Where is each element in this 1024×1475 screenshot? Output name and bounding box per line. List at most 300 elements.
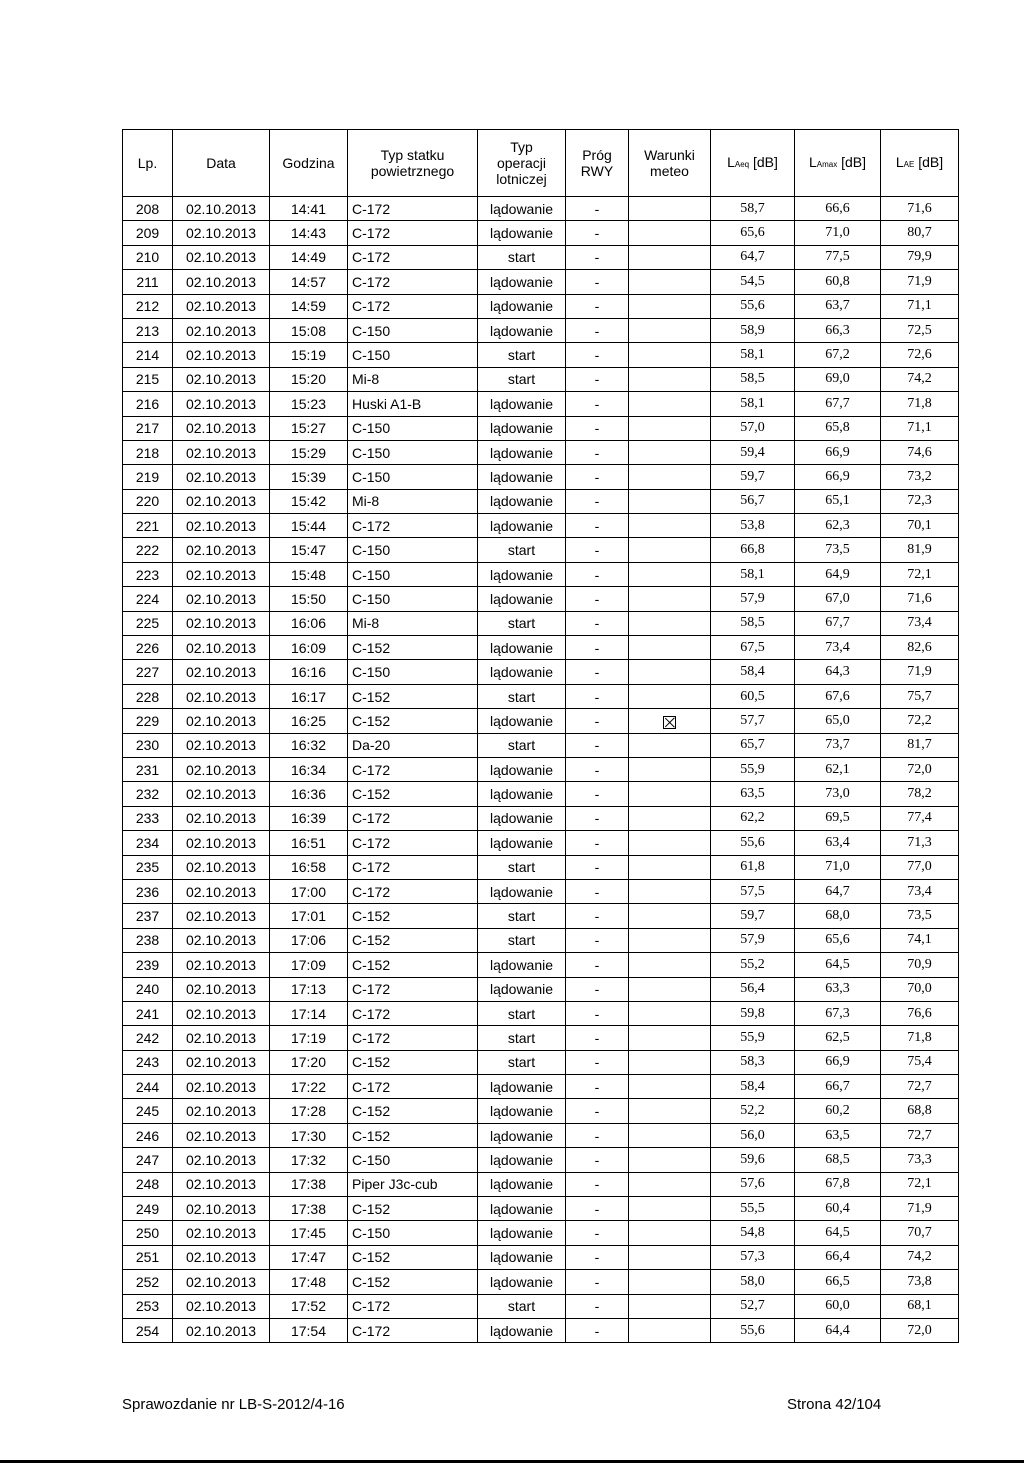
cell-date: 02.10.2013 [173,1001,270,1025]
cell-meteo [629,831,711,855]
cell-date: 02.10.2013 [173,904,270,928]
table-row [123,684,959,708]
cell-lamax: 64,7 [795,879,881,903]
cell-time: 15:44 [270,514,348,538]
cell-lp: 210 [123,245,173,269]
cell-aircraft: C-150 [348,538,478,562]
cell-time: 16:16 [270,660,348,684]
cell-lae: 71,3 [881,831,959,855]
header-godzina: Godzina [270,130,348,197]
cell-lamax: 64,5 [795,953,881,977]
cell-lae: 70,1 [881,514,959,538]
cell-aircraft: C-152 [348,1050,478,1074]
cell-date: 02.10.2013 [173,1123,270,1147]
cell-lp: 209 [123,221,173,245]
cell-meteo [629,757,711,781]
cell-lae: 72,0 [881,757,959,781]
cell-aircraft: C-172 [348,1075,478,1099]
cell-time: 15:27 [270,416,348,440]
table-row [123,1075,959,1099]
cell-date: 02.10.2013 [173,1294,270,1318]
cell-aircraft: C-152 [348,928,478,952]
cell-lae: 74,2 [881,1245,959,1269]
measurement-table [122,129,959,1343]
cell-lae: 68,1 [881,1294,959,1318]
cell-meteo [629,733,711,757]
cell-lp: 222 [123,538,173,562]
cell-threshold: - [566,270,629,294]
cell-meteo [629,928,711,952]
cell-threshold: - [566,611,629,635]
cell-operation: lądowanie [478,953,566,977]
cell-threshold: - [566,831,629,855]
cell-laeq: 55,2 [711,953,795,977]
cell-meteo [629,1172,711,1196]
cell-date: 02.10.2013 [173,1245,270,1269]
cell-operation: lądowanie [478,757,566,781]
cell-date: 02.10.2013 [173,1099,270,1123]
cell-time: 15:47 [270,538,348,562]
cell-laeq: 58,1 [711,343,795,367]
table-row [123,1270,959,1294]
cell-lp: 218 [123,440,173,464]
cell-threshold: - [566,587,629,611]
cell-date: 02.10.2013 [173,440,270,464]
cell-threshold: - [566,977,629,1001]
cell-lp: 245 [123,1099,173,1123]
cell-meteo [629,904,711,928]
cell-lamax: 65,6 [795,928,881,952]
table-row [123,806,959,830]
cell-operation: lądowanie [478,318,566,342]
cell-lamax: 73,5 [795,538,881,562]
cell-date: 02.10.2013 [173,367,270,391]
cell-date: 02.10.2013 [173,562,270,586]
cell-lp: 236 [123,879,173,903]
cell-operation: start [478,684,566,708]
cell-meteo [629,953,711,977]
cell-lp: 232 [123,782,173,806]
table-row [123,1221,959,1245]
cell-threshold: - [566,636,629,660]
cell-lae: 77,0 [881,855,959,879]
cell-laeq: 56,4 [711,977,795,1001]
cell-lae: 82,6 [881,636,959,660]
cell-time: 17:38 [270,1172,348,1196]
table-row [123,636,959,660]
cell-time: 16:58 [270,855,348,879]
checked-box-icon [663,716,676,729]
cell-date: 02.10.2013 [173,611,270,635]
cell-date: 02.10.2013 [173,831,270,855]
cell-lp: 221 [123,514,173,538]
cell-aircraft: Huski A1-B [348,392,478,416]
cell-lae: 80,7 [881,221,959,245]
cell-lae: 72,7 [881,1075,959,1099]
cell-aircraft: C-172 [348,1026,478,1050]
header-warunki-meteo: Warunki meteo [629,130,711,197]
table-row [123,904,959,928]
cell-threshold: - [566,1294,629,1318]
cell-meteo [629,343,711,367]
table-row [123,318,959,342]
cell-threshold: - [566,514,629,538]
cell-operation: lądowanie [478,587,566,611]
cell-lae: 74,1 [881,928,959,952]
cell-aircraft: C-150 [348,318,478,342]
cell-threshold: - [566,392,629,416]
cell-meteo [629,1245,711,1269]
cell-operation: lądowanie [478,1075,566,1099]
cell-date: 02.10.2013 [173,636,270,660]
cell-threshold: - [566,684,629,708]
cell-lp: 248 [123,1172,173,1196]
cell-lamax: 66,6 [795,197,881,221]
cell-laeq: 65,7 [711,733,795,757]
cell-lp: 224 [123,587,173,611]
cell-lp: 251 [123,1245,173,1269]
cell-lp: 254 [123,1318,173,1342]
cell-lp: 249 [123,1197,173,1221]
cell-lp: 246 [123,1123,173,1147]
cell-lamax: 73,0 [795,782,881,806]
cell-lp: 247 [123,1148,173,1172]
cell-threshold: - [566,245,629,269]
cell-operation: lądowanie [478,294,566,318]
cell-aircraft: C-150 [348,1148,478,1172]
cell-aircraft: C-152 [348,782,478,806]
cell-meteo [629,587,711,611]
cell-lamax: 65,8 [795,416,881,440]
cell-threshold: - [566,1221,629,1245]
table-row [123,270,959,294]
cell-operation: lądowanie [478,392,566,416]
cell-date: 02.10.2013 [173,928,270,952]
cell-time: 15:19 [270,343,348,367]
cell-time: 17:13 [270,977,348,1001]
cell-meteo [629,294,711,318]
cell-time: 15:23 [270,392,348,416]
cell-time: 15:29 [270,440,348,464]
table-row [123,245,959,269]
cell-date: 02.10.2013 [173,733,270,757]
header-typ-statku: Typ statku powietrznego [348,130,478,197]
cell-threshold: - [566,904,629,928]
cell-time: 17:54 [270,1318,348,1342]
cell-lae: 81,9 [881,538,959,562]
cell-laeq: 55,5 [711,1197,795,1221]
cell-meteo [629,245,711,269]
cell-date: 02.10.2013 [173,1318,270,1342]
cell-laeq: 54,8 [711,1221,795,1245]
cell-aircraft: Piper J3c-cub [348,1172,478,1196]
table-row [123,660,959,684]
table-row [123,1099,959,1123]
cell-laeq: 57,3 [711,1245,795,1269]
cell-meteo [629,1001,711,1025]
cell-time: 17:19 [270,1026,348,1050]
cell-laeq: 59,6 [711,1148,795,1172]
table-row [123,514,959,538]
cell-time: 15:20 [270,367,348,391]
cell-aircraft: C-150 [348,416,478,440]
cell-laeq: 55,6 [711,1318,795,1342]
cell-meteo [629,562,711,586]
cell-threshold: - [566,343,629,367]
cell-lp: 213 [123,318,173,342]
cell-lae: 72,5 [881,318,959,342]
cell-aircraft: C-152 [348,1099,478,1123]
cell-lamax: 65,1 [795,489,881,513]
cell-threshold: - [566,733,629,757]
cell-meteo [629,684,711,708]
cell-threshold: - [566,1245,629,1269]
cell-operation: lądowanie [478,1197,566,1221]
cell-time: 17:22 [270,1075,348,1099]
cell-lp: 233 [123,806,173,830]
cell-date: 02.10.2013 [173,1075,270,1099]
cell-lae: 71,9 [881,270,959,294]
cell-time: 16:34 [270,757,348,781]
cell-threshold: - [566,221,629,245]
cell-date: 02.10.2013 [173,660,270,684]
cell-meteo [629,1099,711,1123]
cell-lamax: 71,0 [795,221,881,245]
cell-lamax: 60,2 [795,1099,881,1123]
cell-operation: lądowanie [478,416,566,440]
cell-aircraft: C-172 [348,245,478,269]
table-row [123,855,959,879]
cell-aircraft: C-150 [348,465,478,489]
cell-meteo [629,782,711,806]
table-row [123,1318,959,1342]
cell-aircraft: C-152 [348,1197,478,1221]
cell-laeq: 58,7 [711,197,795,221]
cell-lamax: 67,0 [795,587,881,611]
cell-aircraft: C-172 [348,879,478,903]
cell-lp: 239 [123,953,173,977]
cell-time: 17:00 [270,879,348,903]
cell-aircraft: C-150 [348,587,478,611]
cell-lae: 72,7 [881,1123,959,1147]
cell-operation: lądowanie [478,1318,566,1342]
cell-date: 02.10.2013 [173,1050,270,1074]
cell-meteo [629,1318,711,1342]
cell-lp: 244 [123,1075,173,1099]
cell-date: 02.10.2013 [173,197,270,221]
cell-laeq: 57,9 [711,587,795,611]
cell-operation: lądowanie [478,1148,566,1172]
cell-time: 16:51 [270,831,348,855]
cell-time: 17:30 [270,1123,348,1147]
cell-lae: 72,2 [881,709,959,733]
cell-lae: 71,6 [881,587,959,611]
cell-threshold: - [566,489,629,513]
cell-threshold: - [566,1197,629,1221]
cell-lamax: 60,0 [795,1294,881,1318]
cell-lp: 238 [123,928,173,952]
cell-lamax: 66,9 [795,440,881,464]
cell-lp: 231 [123,757,173,781]
cell-lp: 230 [123,733,173,757]
cell-aircraft: C-152 [348,904,478,928]
cell-date: 02.10.2013 [173,953,270,977]
cell-lamax: 60,4 [795,1197,881,1221]
cell-date: 02.10.2013 [173,1197,270,1221]
cell-lae: 72,0 [881,1318,959,1342]
cell-operation: start [478,1294,566,1318]
cell-operation: lądowanie [478,1099,566,1123]
cell-date: 02.10.2013 [173,1148,270,1172]
cell-lp: 226 [123,636,173,660]
cell-aircraft: C-172 [348,855,478,879]
cell-lae: 76,6 [881,1001,959,1025]
cell-laeq: 56,7 [711,489,795,513]
table-row [123,757,959,781]
cell-meteo [629,660,711,684]
header-data: Data [173,130,270,197]
cell-lamax: 64,5 [795,1221,881,1245]
cell-threshold: - [566,1148,629,1172]
cell-date: 02.10.2013 [173,538,270,562]
cell-lae: 70,0 [881,977,959,1001]
cell-date: 02.10.2013 [173,1026,270,1050]
cell-meteo [629,1197,711,1221]
cell-time: 15:08 [270,318,348,342]
cell-date: 02.10.2013 [173,709,270,733]
cell-lp: 223 [123,562,173,586]
cell-aircraft: C-150 [348,1221,478,1245]
cell-aircraft: Mi-8 [348,611,478,635]
cell-lae: 74,6 [881,440,959,464]
footer-divider [0,1460,1024,1463]
cell-time: 17:32 [270,1148,348,1172]
cell-threshold: - [566,562,629,586]
cell-lamax: 64,3 [795,660,881,684]
cell-time: 15:39 [270,465,348,489]
table-row [123,733,959,757]
cell-meteo [629,1294,711,1318]
cell-aircraft: C-152 [348,709,478,733]
cell-time: 14:59 [270,294,348,318]
cell-time: 14:49 [270,245,348,269]
cell-date: 02.10.2013 [173,1172,270,1196]
cell-date: 02.10.2013 [173,684,270,708]
cell-time: 15:42 [270,489,348,513]
cell-laeq: 59,7 [711,904,795,928]
cell-operation: lądowanie [478,270,566,294]
cell-operation: lądowanie [478,660,566,684]
cell-lae: 71,6 [881,197,959,221]
cell-lae: 81,7 [881,733,959,757]
cell-threshold: - [566,416,629,440]
cell-date: 02.10.2013 [173,855,270,879]
cell-meteo [629,709,711,733]
cell-threshold: - [566,1026,629,1050]
cell-laeq: 60,5 [711,684,795,708]
cell-lae: 71,9 [881,660,959,684]
cell-lamax: 62,1 [795,757,881,781]
cell-lamax: 60,8 [795,270,881,294]
cell-time: 17:28 [270,1099,348,1123]
table-row [123,416,959,440]
cell-aircraft: C-172 [348,514,478,538]
table-header-row [123,130,959,197]
cell-time: 16:32 [270,733,348,757]
cell-laeq: 58,0 [711,1270,795,1294]
cell-operation: lądowanie [478,465,566,489]
cell-lp: 241 [123,1001,173,1025]
cell-lae: 71,9 [881,1197,959,1221]
cell-date: 02.10.2013 [173,806,270,830]
cell-operation: lądowanie [478,440,566,464]
cell-aircraft: C-172 [348,757,478,781]
cell-operation: lądowanie [478,709,566,733]
cell-laeq: 58,1 [711,392,795,416]
cell-lamax: 64,9 [795,562,881,586]
cell-date: 02.10.2013 [173,294,270,318]
cell-lp: 242 [123,1026,173,1050]
cell-date: 02.10.2013 [173,343,270,367]
cell-meteo [629,611,711,635]
cell-operation: lądowanie [478,977,566,1001]
cell-lamax: 67,7 [795,611,881,635]
cell-aircraft: C-172 [348,1001,478,1025]
cell-date: 02.10.2013 [173,489,270,513]
cell-laeq: 57,0 [711,416,795,440]
cell-laeq: 58,4 [711,660,795,684]
cell-aircraft: C-172 [348,221,478,245]
cell-time: 17:09 [270,953,348,977]
cell-laeq: 59,4 [711,440,795,464]
cell-threshold: - [566,1318,629,1342]
cell-lae: 71,8 [881,392,959,416]
cell-operation: lądowanie [478,1270,566,1294]
cell-laeq: 55,9 [711,757,795,781]
cell-lp: 243 [123,1050,173,1074]
cell-lamax: 62,5 [795,1026,881,1050]
cell-laeq: 55,9 [711,1026,795,1050]
cell-lae: 73,3 [881,1148,959,1172]
cell-operation: start [478,1001,566,1025]
cell-operation: lądowanie [478,1123,566,1147]
cell-aircraft: C-172 [348,294,478,318]
cell-lp: 235 [123,855,173,879]
cell-threshold: - [566,1172,629,1196]
cell-threshold: - [566,1099,629,1123]
table-row [123,709,959,733]
cell-time: 16:17 [270,684,348,708]
cell-lamax: 69,5 [795,806,881,830]
cell-meteo [629,367,711,391]
cell-lae: 73,4 [881,611,959,635]
cell-lae: 70,9 [881,953,959,977]
cell-laeq: 58,4 [711,1075,795,1099]
cell-lae: 79,9 [881,245,959,269]
cell-meteo [629,270,711,294]
cell-aircraft: C-150 [348,343,478,367]
cell-aircraft: C-152 [348,684,478,708]
cell-laeq: 55,6 [711,831,795,855]
cell-lp: 229 [123,709,173,733]
cell-laeq: 59,7 [711,465,795,489]
cell-aircraft: C-152 [348,1123,478,1147]
cell-meteo [629,1123,711,1147]
cell-operation: lądowanie [478,562,566,586]
cell-operation: lądowanie [478,514,566,538]
table-row [123,1172,959,1196]
table-row [123,1294,959,1318]
